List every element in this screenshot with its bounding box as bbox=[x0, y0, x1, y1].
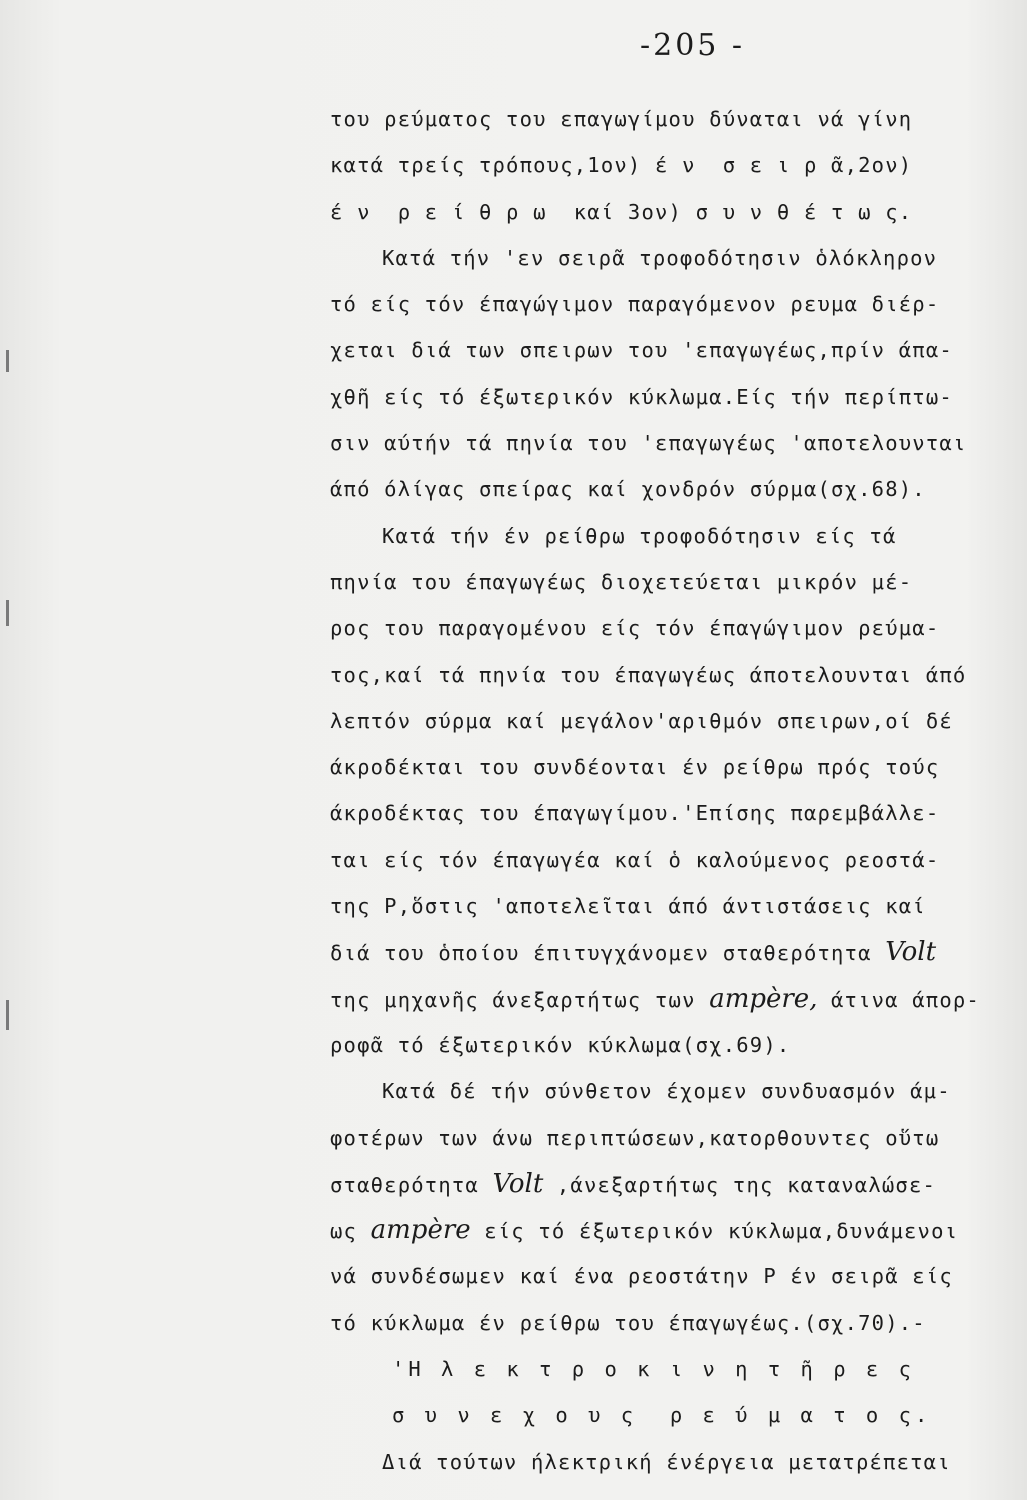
text-line bbox=[330, 189, 970, 235]
text-line bbox=[330, 837, 970, 883]
typed-text: άκροδέκτας του έπαγωγίμου.'Επίσης παρεμβάλλε- bbox=[330, 801, 940, 826]
page-number: -205 - bbox=[640, 28, 746, 63]
text-line bbox=[330, 142, 970, 188]
typed-text: λεπτόν σύρμα καί μεγάλον'αριθμόν σπειρων,οί δέ bbox=[330, 708, 953, 733]
text-line bbox=[330, 1161, 970, 1207]
typed-text: χθῆ είς τό έξωτερικόν κύκλωμα.Είς τήν περίπτω- bbox=[330, 384, 953, 409]
text-line bbox=[330, 790, 970, 836]
text-line bbox=[330, 883, 970, 929]
typed-text: σταθερότητα bbox=[330, 1172, 479, 1197]
text-line bbox=[330, 744, 970, 790]
text-line bbox=[330, 466, 970, 512]
text-line bbox=[330, 420, 970, 466]
text-line bbox=[330, 1439, 970, 1485]
handwritten-word: Volt bbox=[492, 1168, 544, 1199]
typed-text: Διά τούτων ήλεκτρική ένέργεια μετατρέπεται bbox=[382, 1449, 951, 1474]
typed-text: άτινα άπορ- bbox=[831, 987, 980, 1012]
text-line bbox=[330, 976, 980, 1022]
text-line bbox=[330, 513, 970, 559]
text-line bbox=[330, 1207, 970, 1253]
text-line bbox=[330, 1068, 970, 1114]
typed-text: ,άνεξαρτήτως της καταναλώσε- bbox=[556, 1172, 937, 1197]
typed-text: κατά τρείς τρόπους,1ον) έ ν σ ε ι ρ ᾶ,2ον) bbox=[330, 153, 913, 178]
text-line bbox=[330, 1115, 970, 1161]
typed-text: ρος του παραγομένου είς τόν έπαγώγιμον ρεύμα- bbox=[330, 616, 940, 641]
typed-text: φοτέρων των άνω περιπτώσεων,κατορθουντες οὕτω bbox=[330, 1125, 940, 1150]
text-line bbox=[330, 929, 970, 975]
handwritten-word: Volt bbox=[885, 937, 937, 968]
typed-text: έ ν ρ ε ί θ ρ ω καί 3ον) σ υ ν θ έ τ ω ς. bbox=[330, 199, 913, 224]
typed-text: χεται διά των σπειρων του 'επαγωγέως,πρίν άπα- bbox=[330, 338, 953, 363]
typed-text: τό είς τόν έπαγώγιμον παραγόμενον ρευμα διέρ- bbox=[330, 292, 940, 317]
typed-text: πηνία του έπαγωγέως διοχετεύεται μικρόν μέ- bbox=[330, 569, 913, 594]
text-line bbox=[330, 1022, 970, 1068]
typed-text: άκροδέκται του συνδέονται έν ρείθρω πρός τούς bbox=[330, 755, 940, 780]
text-line bbox=[330, 374, 970, 420]
text-line bbox=[330, 327, 970, 373]
handwritten-word: ampère bbox=[370, 1215, 471, 1246]
typed-text: του ρεύματος του επαγωγίμου δύναται νά γίνη bbox=[330, 107, 913, 131]
typed-text: άπό όλίγας σπείρας καί χονδρόν σύρμα(σχ.68). bbox=[330, 477, 926, 502]
typed-text: της P,ὅστις 'αποτελεῖται άπό άντιστάσεις καί bbox=[330, 894, 926, 919]
typed-text: νά συνδέσωμεν καί ένα ρεοστάτην P έν σειρᾶ είς bbox=[330, 1264, 953, 1289]
typed-text: ως bbox=[330, 1219, 358, 1244]
left-edge-mark bbox=[6, 1000, 9, 1030]
typed-text: ται είς τόν έπαγωγέα καί ὁ καλούμενος ρεοστά- bbox=[330, 847, 940, 872]
typed-text: Κατά τήν 'εν σειρᾶ τροφοδότησιν ὁλόκληρον bbox=[382, 245, 938, 270]
typed-text: Κατά τήν έν ρείθρω τροφοδότησιν είς τά bbox=[382, 523, 897, 548]
text-line bbox=[330, 559, 970, 605]
typed-text: Κατά δέ τήν σύνθετον έχομεν συνδυασμόν άμ- bbox=[382, 1079, 951, 1104]
typed-text: τό κύκλωμα έν ρείθρω του έπαγωγέως.(σχ.70).- bbox=[330, 1310, 926, 1335]
text-line bbox=[330, 1253, 970, 1299]
typed-text: διά του ὁποίου έπιτυγχάνομεν σταθερότητα bbox=[330, 941, 872, 966]
text-line bbox=[330, 1300, 970, 1346]
section-heading-line bbox=[330, 1392, 970, 1438]
text-line bbox=[330, 281, 970, 327]
text-line bbox=[330, 96, 970, 142]
typed-text: είς τό έξωτερικόν κύκλωμα,δυνάμενοι bbox=[484, 1219, 959, 1244]
left-edge-mark bbox=[6, 350, 9, 372]
text-line bbox=[330, 235, 970, 281]
body-text bbox=[330, 96, 980, 1485]
text-line bbox=[330, 605, 970, 651]
typed-text: 'Η λ ε κ τ ρ ο κ ι ν η τ ῆ ρ ε ς bbox=[392, 1357, 915, 1382]
typed-text: σιν αύτήν τά πηνία του 'επαγωγέως 'αποτελουνται bbox=[330, 431, 967, 456]
text-line bbox=[330, 652, 970, 698]
left-edge-mark bbox=[6, 600, 9, 626]
typed-text: της μηχανῆς άνεξαρτήτως των bbox=[330, 987, 696, 1012]
typed-text: σ υ ν ε χ ο υ ς ρ ε ύ μ α τ ο ς. bbox=[392, 1403, 932, 1428]
typed-text: τος,καί τά πηνία του έπαγωγέως άποτελουνται άπό bbox=[330, 662, 967, 687]
section-heading-line bbox=[330, 1346, 970, 1392]
typed-text: ροφᾶ τό έξωτερικόν κύκλωμα(σχ.69). bbox=[330, 1032, 791, 1057]
text-line bbox=[330, 698, 970, 744]
handwritten-word: ampère, bbox=[709, 983, 818, 1014]
